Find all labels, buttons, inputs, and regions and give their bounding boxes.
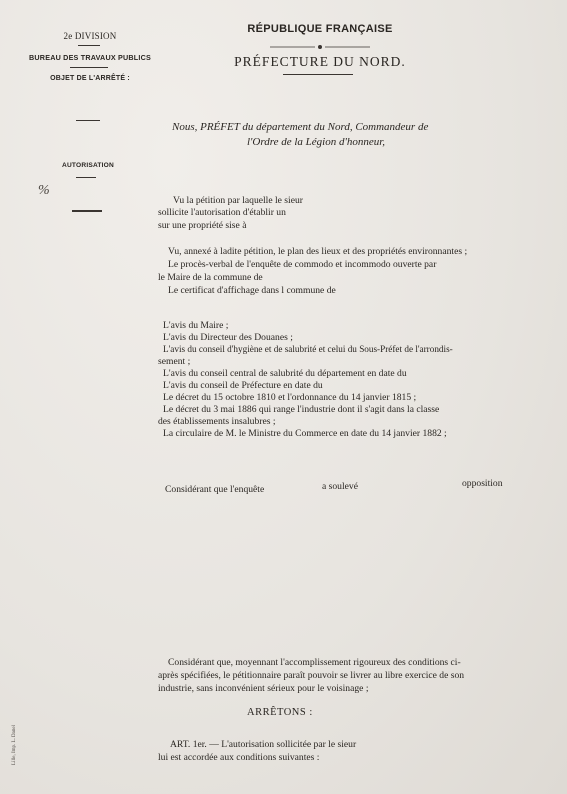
division-label: 2e DIVISION: [63, 31, 117, 41]
considerant-line: industrie, sans inconvénient sérieux pour le voisinage ;: [158, 683, 369, 694]
article-line-2: lui est accordée aux conditions suivantes :: [158, 752, 320, 763]
avis-line: L'avis du Maire ;: [163, 320, 229, 331]
bureau-label: BUREAU DES TRAVAUX PUBLICS: [29, 53, 151, 62]
avis-line: L'avis du conseil central de salubrité du département en date du: [163, 368, 407, 379]
avis-line: des établissements insalubres ;: [158, 416, 276, 427]
avis-line: L'avis du Directeur des Douanes ;: [163, 332, 293, 343]
petition-line-2: sollicite l'autorisation d'établir un: [158, 207, 286, 218]
petition-line-1: Vu la pétition par laquelle le sieur: [173, 195, 303, 206]
printer-mark: Lille, Imp. L. Danel: [12, 725, 17, 765]
vu-line: le Maire de la commune de: [158, 272, 263, 283]
prefecture-title: PRÉFECTURE DU NORD.: [234, 54, 406, 69]
considerant-enquete: Considérant que l'enquête: [165, 484, 265, 495]
autorisation-label: AUTORISATION: [62, 162, 114, 169]
article-line-1: ART. 1er. — L'autorisation sollicitée par le sieur: [170, 739, 357, 750]
divider: [283, 74, 353, 75]
intro-line-2: l'Ordre de la Légion d'honneur,: [247, 136, 386, 148]
avis-line: sement ;: [158, 356, 191, 367]
vu-line: Vu, annexé à ladite pétition, le plan des lieux et des propriétés environnantes ;: [168, 246, 468, 257]
objet-label: OBJET DE L'ARRÊTÉ :: [50, 75, 130, 82]
avis-line: La circulaire de M. le Ministre du Commerce en date du 14 janvier 1882 ;: [163, 428, 447, 439]
considerant-line: Considérant que, moyennant l'accomplissement rigoureux des conditions ci-: [168, 657, 461, 668]
divider: [76, 120, 100, 121]
avis-line: Le décret du 15 octobre 1810 et l'ordonnance du 14 janvier 1815 ;: [163, 392, 417, 403]
considerant-souleve: a soulevé: [322, 481, 358, 492]
ornament-divider-icon: [220, 43, 420, 51]
divider: [76, 177, 96, 178]
avis-line: L'avis du conseil d'hygiène et de salubrité et celui du Sous-Préfet de l'arrondis-: [163, 344, 453, 354]
divider: [70, 67, 108, 68]
considerant-opposition: opposition: [462, 478, 503, 489]
vu-line: Le certificat d'affichage dans l commune de: [168, 285, 336, 296]
avis-line: Le décret du 3 mai 1886 qui range l'industrie dont il s'agit dans la classe: [163, 404, 440, 415]
petition-line-3: sur une propriété sise à: [158, 220, 247, 231]
divider: [78, 45, 100, 46]
intro-line-1: Nous, PRÉFET du département du Nord, Commandeur de: [172, 121, 429, 133]
republique-title: RÉPUBLIQUE FRANÇAISE: [247, 23, 393, 35]
avis-line: L'avis du conseil de Préfecture en date du: [163, 380, 323, 391]
divider: [72, 210, 102, 212]
vu-line: Le procès-verbal de l'enquête de commodo et incommodo ouverte par: [168, 259, 437, 270]
registration-number: %: [38, 183, 50, 198]
arretons-heading: ARRÊTONS :: [247, 707, 313, 718]
considerant-line: après spécifiées, le pétitionnaire paraît pouvoir se livrer au libre exercice de son: [158, 670, 465, 681]
